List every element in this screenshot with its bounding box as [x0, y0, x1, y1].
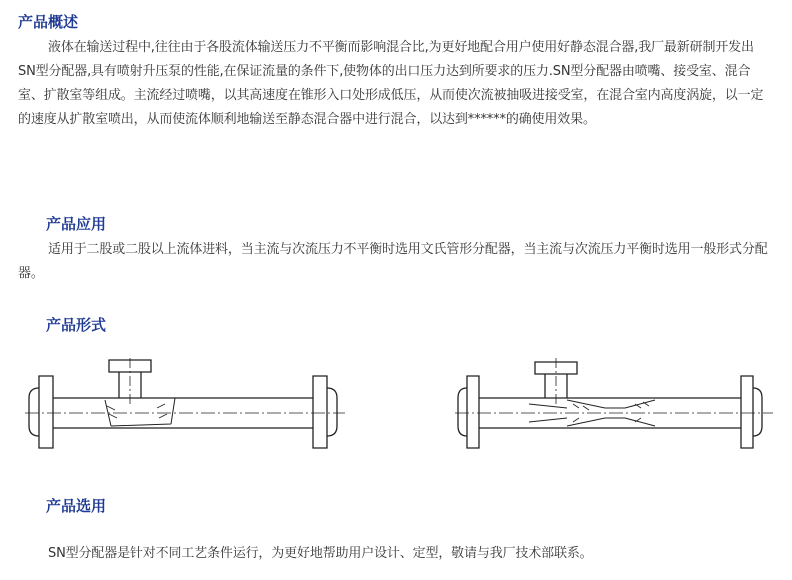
left-flange-cap: [458, 388, 467, 436]
general-distributor-drawing: [25, 358, 355, 470]
right-flange-cap: [327, 388, 337, 436]
selection-heading: 产品选用: [46, 497, 107, 515]
right-flange-cap: [753, 388, 762, 436]
nozzle-hatch: [107, 404, 167, 418]
overview-text: 液体在输送过程中,往往由于各股流体输送压力不平衡而影响混合比,为更好地配合用户使用好静态混合器,我厂最新研制开发出SN型分配器,具有喷射升压泵的性能,在保证流量的条件下,使物体的出口压力达到所要求的压力.SN型分配器由喷嘴、接受室、混合室、扩散室等组成。主流经过喷嘴，以其高速度在锥形入口处形成低压，从而使次流被抽吸进接受室，在混合室内高度涡旋，以一定的速度从扩散室喷出，从而使流体顺利地输送至静态混合器中进行混合，以达到******的确使用效果。: [18, 40, 764, 127]
left-flange: [467, 376, 479, 448]
application-text: 适用于二股或二股以上流体进料，当主流与次流压力不平衡时选用文氏管形分配器，当主流与次流压力平衡时选用一般形式分配器。: [18, 242, 768, 281]
overview-heading: 产品概述: [18, 13, 79, 31]
right-flange: [313, 376, 327, 448]
application-heading: 产品应用: [46, 215, 107, 233]
left-flange: [39, 376, 53, 448]
venturi-distributor-drawing: [455, 358, 773, 470]
form-heading: 产品形式: [46, 316, 107, 334]
right-flange: [741, 376, 753, 448]
left-flange-cap: [29, 388, 39, 436]
selection-text: SN型分配器是针对不同工艺条件运行，为更好地帮助用户设计、定型，敬请与我厂技术部联系。: [48, 546, 593, 561]
nozzle-section: [105, 398, 175, 426]
